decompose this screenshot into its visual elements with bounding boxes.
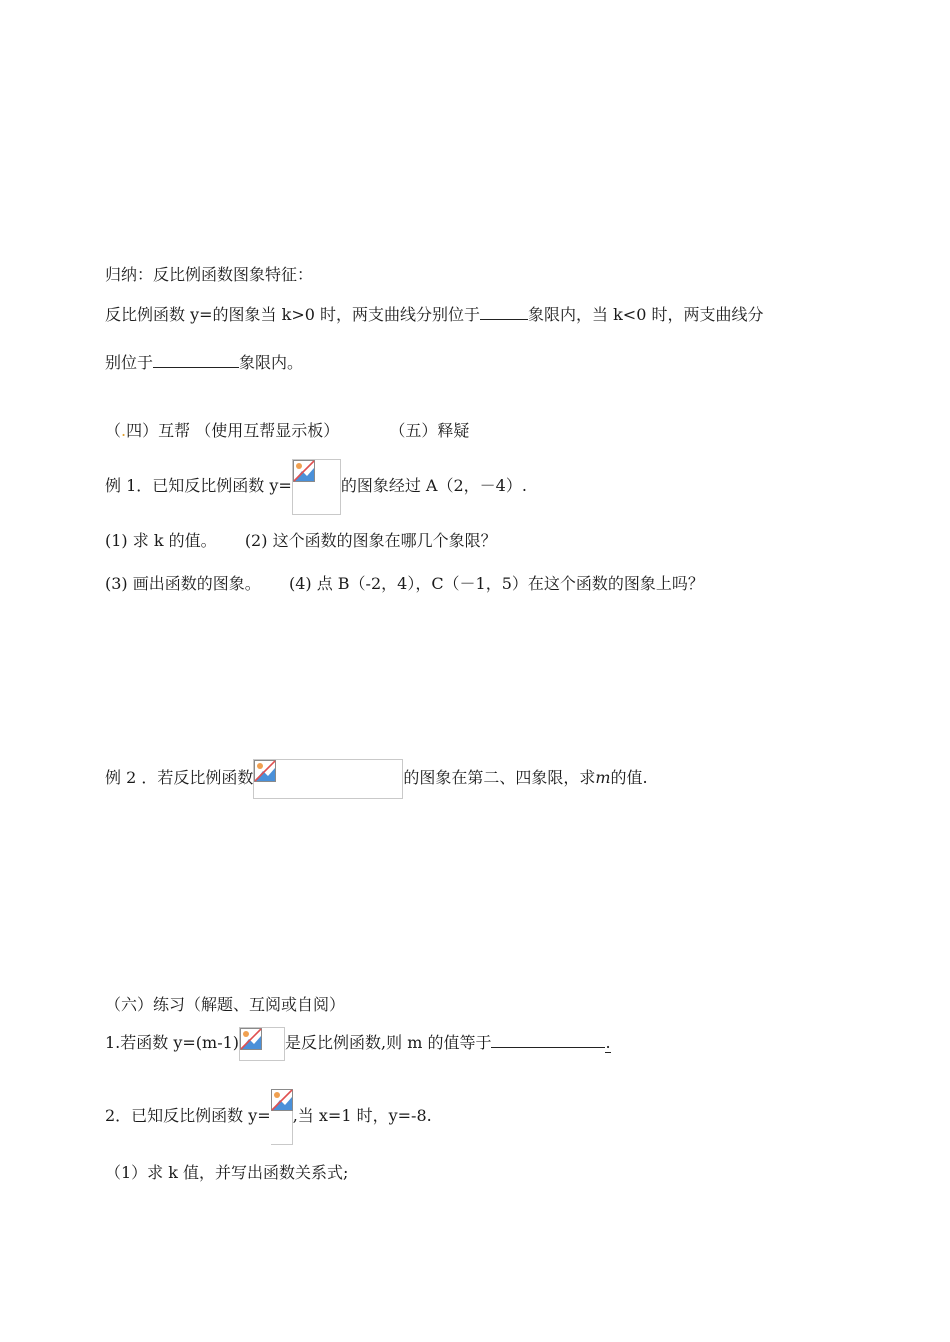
formula-image-placeholder <box>239 1027 285 1061</box>
formula-image-placeholder <box>271 1089 293 1145</box>
formula-image-placeholder <box>253 759 403 799</box>
example-1-questions-row-2: (3) 画出函数的图象。 (4) 点 B（-2，4），C（－1，5）在这个函数的图象上吗？ <box>105 574 704 593</box>
broken-image-icon <box>240 1028 262 1050</box>
answer-blank-quadrant-positive <box>480 303 528 320</box>
example-1-questions-row-1: (1) 求 k 的值。 (2) 这个函数的图象在哪几个象限？ <box>105 531 497 550</box>
section-6-heading: （六）练习（解题、互阅或自阅） <box>105 995 346 1014</box>
broken-image-icon <box>254 760 276 782</box>
broken-image-icon <box>293 460 315 482</box>
summary-line-1: 反比例函数 y=的图象当 k>0 时，两支曲线分别位于 象限内，当 k<0 时，两支曲线分 <box>105 305 764 324</box>
practice-1: 1.若函数 y=(m-1) 是反比例函数,则 m 的值等于 . <box>105 1026 611 1061</box>
section-5-heading: （五）释疑 <box>389 421 470 440</box>
practice-2-question-1: （1）求 k 值，并写出函数关系式; <box>105 1163 349 1182</box>
practice-2: 2．已知反比例函数 y= ,当 x=1 时，y=-8. <box>105 1088 432 1145</box>
example-2-stem: 例 2 ．若反比例函数 的图象在第二、四象限，求m的值. <box>105 758 648 799</box>
summary-line-2: 别位于 象限内。 <box>105 353 304 372</box>
answer-blank-quadrant-negative <box>153 351 239 368</box>
answer-blank-m-value <box>491 1031 605 1048</box>
summary-heading: 归纳：反比例函数图象特征： <box>105 265 314 284</box>
broken-image-icon <box>271 1089 293 1111</box>
example-1-stem: 例 1．已知反比例函数 y= 的图象经过 A（2，－4）. <box>105 458 527 515</box>
formula-image-placeholder <box>292 459 341 515</box>
section-4-heading: （.四）互帮 （使用互帮显示板） <box>105 421 340 440</box>
section-heading-row <box>105 420 469 442</box>
